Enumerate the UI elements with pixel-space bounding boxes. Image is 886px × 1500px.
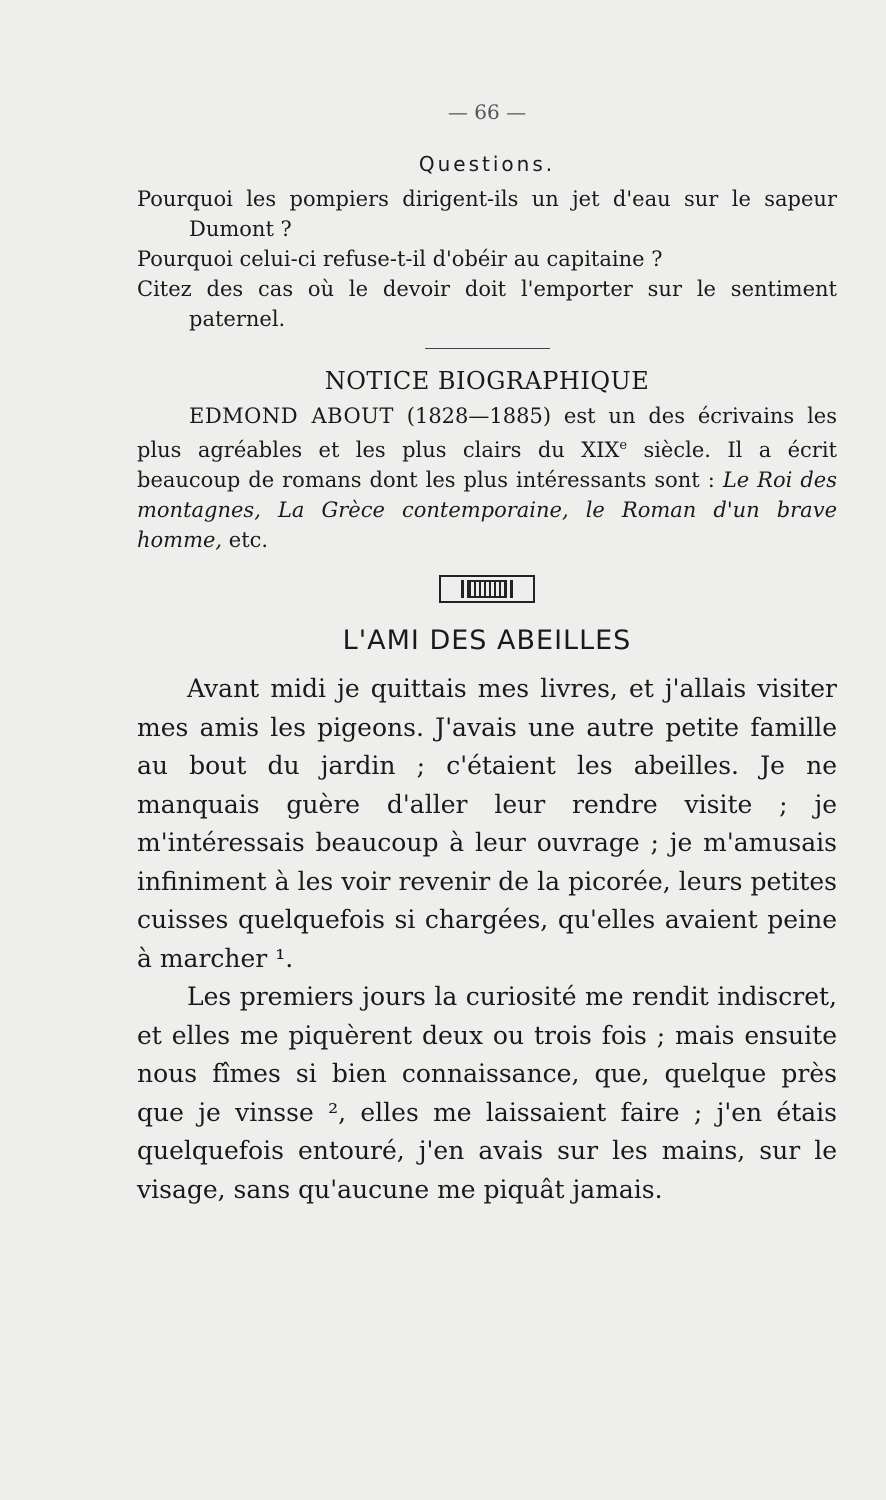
body-paragraph: Les premiers jours la curiosité me rendit indiscret, et elles me piquèrent deux ou trois fois ; mais ensuite nous fîmes si bien connaissance, que, quelque près que je vinsse ², elles me laissaient faire ; j'en étais quelquefois entouré, j'en avais sur les mains, sur le visage, sans qu'aucune me piquât jamais. — [137, 982, 837, 1204]
question-item: Pourquoi les pompiers dirigent-ils un jet d'eau sur le sapeur Dumont ? — [137, 187, 837, 241]
notice-heading: NOTICE BIOGRAPHIQUE — [324, 367, 650, 395]
notice-etc: etc. — [222, 528, 269, 552]
chapter-title: L'AMI DES ABEILLES — [342, 625, 632, 656]
ornament-icon — [439, 575, 535, 603]
notice-text-part: (1828—1885) est un des écrivains les plus agréables et les plus clairs du XIX — [137, 404, 838, 462]
question-item: Citez des cas où le devoir doit l'emporter sur le sentiment paternel. — [137, 277, 837, 331]
body-paragraph: Avant midi je quittais mes livres, et j'allais visiter mes amis les pigeons. J'avais une autre petite famille au bout du jardin ; c'étaient les abeilles. Je ne manquais guère d'aller leur rendre visite ; je m'intéressais beaucoup à leur ouvrage ; je m'amusais infiniment à les voir revenir de la picorée, leurs petites cuisses quelquefois si chargées, qu'elles avaient peine à marcher ¹. — [137, 674, 837, 973]
ornament-bar — [461, 580, 464, 598]
page-number: — 66 — — [447, 100, 527, 124]
section-divider — [425, 348, 550, 349]
notice-text-part: siècle. Il a écrit beaucoup de romans dont les plus intéressants sont : — [137, 438, 837, 492]
question-item: Pourquoi celui-ci refuse-t-il d'obéir au capitaine ? — [137, 247, 663, 271]
ornament-bar — [510, 580, 513, 598]
ornament-box — [467, 580, 507, 598]
notice-works-list: Le Roi des montagnes, La Grèce contemporaine, le Roman d'un brave homme, — [137, 468, 837, 552]
author-name: EDMOND ABOUT — [189, 404, 394, 428]
ornament-container — [137, 575, 837, 603]
century-superscript: e — [619, 438, 628, 453]
questions-heading: Questions. — [418, 152, 556, 176]
page-content — [137, 100, 837, 1209]
notice-paragraph — [137, 401, 837, 555]
